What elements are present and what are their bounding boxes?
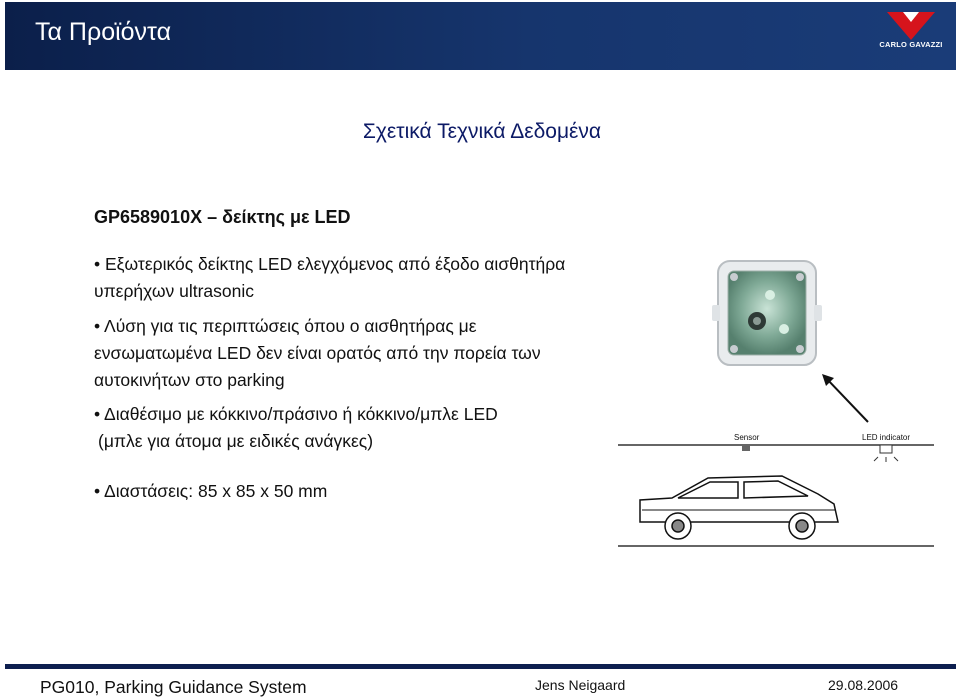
bullet-text: ενσωματωμένα LED δεν είναι ορατός από την πορεία των xyxy=(94,343,541,363)
indicator-label: LED indicator xyxy=(862,433,911,442)
led-indicator-photo xyxy=(712,255,822,373)
bullet-text: (μπλε για άτομα με ειδικές ανάγκες) xyxy=(98,431,374,451)
product-heading: GP6589010X – δείκτης με LED xyxy=(94,207,351,227)
bullet-availability: • Διαθέσιμο με κόκκινο/πράσινο ή κόκκινο/μπλε LED (μπλε για άτομα με ειδικές ανάγκες) xyxy=(94,401,498,455)
header-bar xyxy=(5,2,956,70)
bullet-dimensions: • Διαστάσεις: 85 x 85 x 50 mm xyxy=(94,481,328,501)
bullet-text: Εξωτερικός δείκτης LED ελεγχόμενος από έξοδο αισθητήρα xyxy=(105,254,566,274)
car-icon xyxy=(640,476,838,539)
bullet-text: Λύση για τις περιπτώσεις όπου ο αισθητήρας με xyxy=(104,316,477,336)
sensor-label: Sensor xyxy=(734,433,760,442)
bullet-text: υπερήχων ultrasonic xyxy=(94,281,255,301)
page-title: Τα Προϊόντα xyxy=(35,18,172,46)
led-indicator-icon xyxy=(880,445,892,453)
section-title: Σχετικά Τεχνικά Δεδομένα xyxy=(362,120,602,143)
bullet-text: Διαστάσεις: 85 x 85 x 50 mm xyxy=(104,481,328,501)
logo-triangle-icon xyxy=(873,8,949,42)
footer-presentation-title: PG010, Parking Guidance System xyxy=(40,677,307,697)
bullet-solution: • Λύση για τις περιπτώσεις όπου ο αισθητήρας με ενσωματωμένα LED δεν είναι ορατός από την πορεία των αυτοκινήτων στο parking xyxy=(94,313,541,394)
bullet-external-indicator: • Εξωτερικός δείκτης LED ελεγχόμενος από έξοδο αισθητήρα υπερήχων ultrasonic xyxy=(94,251,565,305)
footer-date: 29.08.2006 xyxy=(828,677,899,693)
arrow-icon xyxy=(820,372,880,432)
footer-divider xyxy=(5,664,956,669)
carlo-gavazzi-logo xyxy=(873,8,949,64)
bullet-text: Διαθέσιμο με κόκκινο/πράσινο ή κόκκινο/μπλε LED xyxy=(104,404,498,424)
footer-author: Jens Neigaard xyxy=(535,677,626,693)
bullet-text: αυτοκινήτων στο parking xyxy=(94,370,285,390)
logo-text: CARLO GAVAZZI xyxy=(879,40,943,49)
sensor-icon xyxy=(742,445,750,451)
parking-diagram xyxy=(612,428,942,554)
